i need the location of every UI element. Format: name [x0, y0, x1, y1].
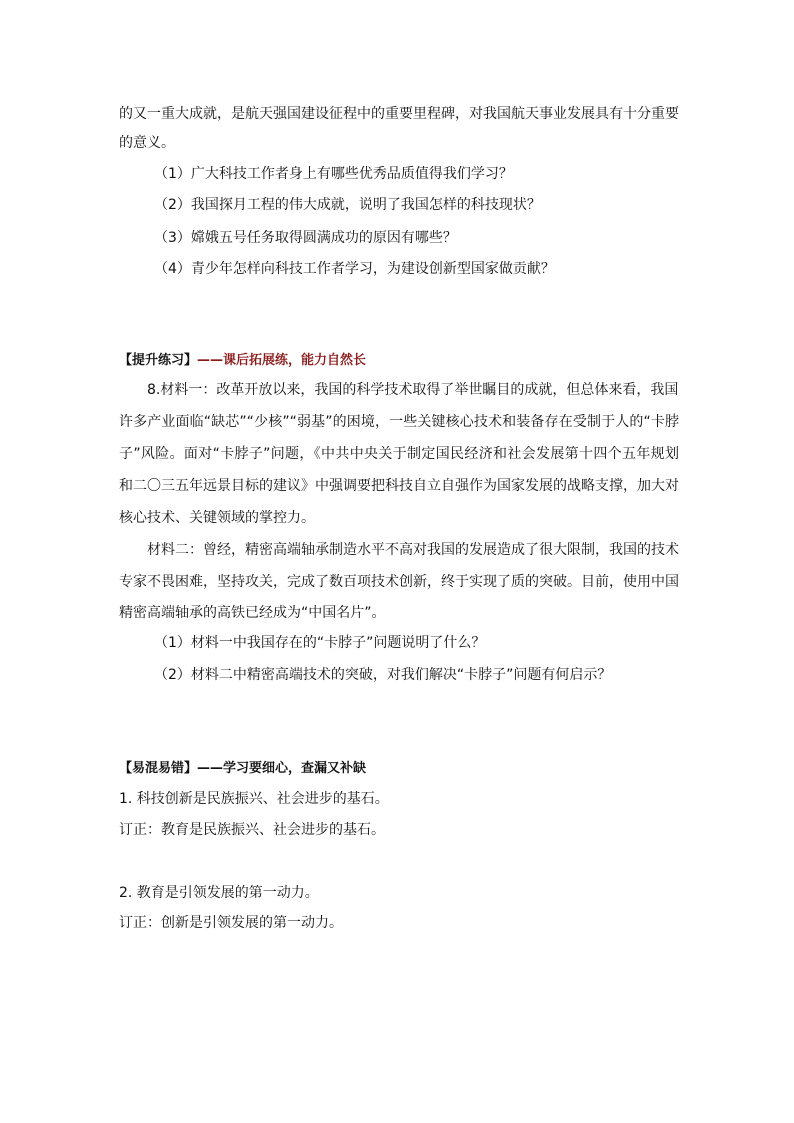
intro-line-2: 的意义。	[119, 135, 175, 151]
practice-heading-subtitle: ——课后拓展练，能力自然长	[197, 353, 367, 368]
material2-line-3: 精密高端轴承的高铁已经成为“中国名片”。	[119, 605, 386, 621]
question-a-4: （4）青少年怎样向科技工作者学习，为建设创新型国家做贡献？	[154, 261, 555, 277]
mistake-correction-1: 订正：教育是民族振兴、社会进步的基石。	[119, 822, 385, 838]
material1-line-3: 子”风险。面对“卡脖子”问题，《中共中央关于制定国民经济和社会发展第十四个五年规划	[119, 446, 679, 462]
intro-line-1: 的又一重大成就，是航天强国建设征程中的重要里程碑，对我国航天事业发展具有十分重要	[119, 106, 679, 122]
material1-line-2: 许多产业面临“缺芯”“少核”“弱基”的困境，一些关键核心技术和装备存在受制于人的“卡脖	[119, 414, 679, 430]
mistakes-heading-bracket: 【易混易错】	[119, 761, 198, 776]
practice-question-2: （2）材料二中精密高端技术的突破，对我们解决“卡脖子”问题有何启示？	[154, 667, 612, 683]
practice-heading-bracket: 【提升练习】	[119, 353, 198, 368]
question-a-2: （2）我国探月工程的伟大成就，说明了我国怎样的科技现状？	[154, 197, 541, 213]
mistake-correction-2: 订正：创新是引领发展的第一动力。	[119, 915, 343, 931]
question-a-3: （3）嫦娥五号任务取得圆满成功的原因有哪些？	[154, 230, 457, 246]
practice-heading	[119, 351, 679, 371]
mistakes-heading-subtitle: ——学习要细心，查漏又补缺	[197, 761, 367, 776]
question-a-1: （1）广大科技工作者身上有哪些优秀品质值得我们学习？	[154, 166, 513, 182]
material2-line-1: 材料二：曾经，精密高端轴承制造水平不高对我国的发展造成了很大限制，我国的技术	[147, 542, 679, 558]
material1-line-5: 核心技术、关键领域的掌控力。	[119, 510, 315, 526]
mistake-statement-2: 2. 教育是引领发展的第一动力。	[119, 885, 319, 901]
mistake-statement-1: 1. 科技创新是民族振兴、社会进步的基石。	[119, 791, 389, 807]
material1-line-1: 8.材料一：改革开放以来，我国的科学技术取得了举世瞩目的成就，但总体来看，我国	[147, 382, 679, 398]
practice-question-1: （1）材料一中我国存在的“卡脖子”问题说明了什么？	[154, 635, 486, 651]
material1-line-4: 和二〇三五年远景目标的建议》中强调要把科技自立自强作为国家发展的战略支撑，加大对	[119, 478, 679, 494]
mistakes-heading	[119, 759, 679, 779]
material2-line-2: 专家不畏困难，坚持攻关，完成了数百项技术创新，终于实现了质的突破。目前，使用中国	[119, 574, 679, 590]
